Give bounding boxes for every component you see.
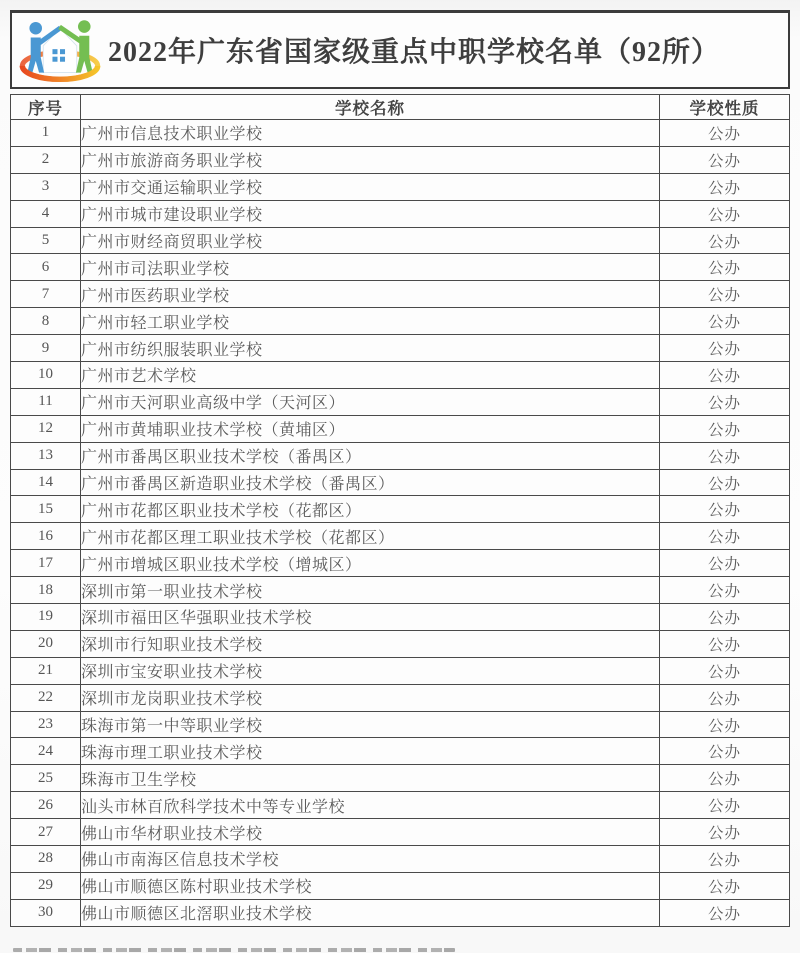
school-type-cell: 公办 [660, 899, 790, 926]
school-name-cell: 广州市番禺区职业技术学校（番禺区） [81, 442, 660, 469]
school-name-cell: 深圳市行知职业技术学校 [81, 630, 660, 657]
col-header-type: 学校性质 [660, 95, 790, 120]
school-type-cell: 公办 [660, 120, 790, 147]
table-row [11, 173, 790, 200]
school-type-cell: 公办 [660, 792, 790, 819]
school-type-cell: 公办 [660, 738, 790, 765]
school-name-cell: 广州市花都区职业技术学校（花都区） [81, 496, 660, 523]
school-name-cell: 佛山市顺德区北滘职业技术学校 [81, 899, 660, 926]
row-index-cell: 10 [11, 362, 81, 389]
table-row [11, 899, 790, 926]
table-row [11, 281, 790, 308]
table-row [11, 146, 790, 173]
row-index-cell: 22 [11, 684, 81, 711]
table-row [11, 308, 790, 335]
school-name-cell: 广州市旅游商务职业学校 [81, 146, 660, 173]
row-index-cell: 15 [11, 496, 81, 523]
school-name-cell: 广州市纺织服装职业学校 [81, 335, 660, 362]
school-type-cell: 公办 [660, 146, 790, 173]
row-index-cell: 13 [11, 442, 81, 469]
table-row [11, 362, 790, 389]
page-title: 2022年广东省国家级重点中职学校名单（92所） [108, 37, 721, 68]
school-name-cell: 广州市番禺区新造职业技术学校（番禺区） [81, 469, 660, 496]
school-name-cell: 广州市花都区理工职业技术学校（花都区） [81, 523, 660, 550]
school-type-cell: 公办 [660, 254, 790, 281]
table-row [11, 496, 790, 523]
col-header-index: 序号 [11, 95, 81, 120]
table-row [11, 442, 790, 469]
table-row [11, 657, 790, 684]
row-index-cell: 16 [11, 523, 81, 550]
school-name-cell: 广州市黄埔职业技术学校（黄埔区） [81, 415, 660, 442]
row-index-cell: 3 [11, 173, 81, 200]
table-row [11, 819, 790, 846]
row-index-cell: 7 [11, 281, 81, 308]
school-type-cell: 公办 [660, 200, 790, 227]
school-type-cell: 公办 [660, 173, 790, 200]
school-name-cell: 广州市信息技术职业学校 [81, 120, 660, 147]
row-index-cell: 12 [11, 415, 81, 442]
table-row [11, 523, 790, 550]
table-row [11, 792, 790, 819]
school-type-cell: 公办 [660, 415, 790, 442]
table-body [11, 120, 790, 927]
school-type-cell: 公办 [660, 872, 790, 899]
row-index-cell: 17 [11, 550, 81, 577]
school-type-cell: 公办 [660, 630, 790, 657]
table-row [11, 630, 790, 657]
school-type-cell: 公办 [660, 308, 790, 335]
table-row [11, 846, 790, 873]
school-type-cell: 公办 [660, 335, 790, 362]
table-row [11, 872, 790, 899]
row-index-cell: 6 [11, 254, 81, 281]
row-index-cell: 29 [11, 872, 81, 899]
school-type-cell: 公办 [660, 846, 790, 873]
school-name-cell: 汕头市林百欣科学技术中等专业学校 [81, 792, 660, 819]
row-index-cell: 2 [11, 146, 81, 173]
row-index-cell: 8 [11, 308, 81, 335]
table-row [11, 738, 790, 765]
school-type-cell: 公办 [660, 657, 790, 684]
school-name-cell: 深圳市福田区华强职业技术学校 [81, 604, 660, 631]
school-name-cell: 广州市医药职业学校 [81, 281, 660, 308]
school-name-cell: 珠海市理工职业技术学校 [81, 738, 660, 765]
school-type-cell: 公办 [660, 523, 790, 550]
title-banner [10, 10, 790, 89]
school-type-cell: 公办 [660, 684, 790, 711]
school-type-cell: 公办 [660, 604, 790, 631]
school-type-cell: 公办 [660, 281, 790, 308]
row-index-cell: 30 [11, 899, 81, 926]
school-name-cell: 广州市天河职业高级中学（天河区） [81, 388, 660, 415]
table-row [11, 200, 790, 227]
school-name-cell: 深圳市宝安职业技术学校 [81, 657, 660, 684]
school-type-cell: 公办 [660, 711, 790, 738]
table-row [11, 120, 790, 147]
table-row [11, 684, 790, 711]
school-type-cell: 公办 [660, 819, 790, 846]
row-index-cell: 1 [11, 120, 81, 147]
row-index-cell: 18 [11, 577, 81, 604]
col-header-name: 学校名称 [81, 95, 660, 120]
school-name-cell: 佛山市南海区信息技术学校 [81, 846, 660, 873]
table-row [11, 550, 790, 577]
school-type-cell: 公办 [660, 469, 790, 496]
school-type-cell: 公办 [660, 496, 790, 523]
school-name-cell: 广州市交通运输职业学校 [81, 173, 660, 200]
table-row [11, 604, 790, 631]
school-name-cell: 广州市轻工职业学校 [81, 308, 660, 335]
school-type-cell: 公办 [660, 550, 790, 577]
school-name-cell: 珠海市卫生学校 [81, 765, 660, 792]
row-index-cell: 24 [11, 738, 81, 765]
school-name-cell: 广州市增城区职业技术学校（增城区） [81, 550, 660, 577]
school-type-cell: 公办 [660, 227, 790, 254]
school-type-cell: 公办 [660, 577, 790, 604]
table-row [11, 388, 790, 415]
school-name-cell: 广州市司法职业学校 [81, 254, 660, 281]
school-name-cell: 深圳市第一职业技术学校 [81, 577, 660, 604]
header-row [11, 95, 790, 120]
row-index-cell: 28 [11, 846, 81, 873]
table-row [11, 577, 790, 604]
school-name-cell: 佛山市顺德区陈村职业技术学校 [81, 872, 660, 899]
table-row [11, 335, 790, 362]
table-row [11, 254, 790, 281]
school-type-cell: 公办 [660, 388, 790, 415]
row-index-cell: 4 [11, 200, 81, 227]
row-index-cell: 19 [11, 604, 81, 631]
cropped-caption-remnant [13, 948, 455, 952]
school-name-cell: 广州市城市建设职业学校 [81, 200, 660, 227]
community-house-logo [12, 13, 108, 87]
school-name-cell: 珠海市第一中等职业学校 [81, 711, 660, 738]
logo-icon [16, 14, 104, 86]
school-name-cell: 广州市财经商贸职业学校 [81, 227, 660, 254]
school-type-cell: 公办 [660, 362, 790, 389]
school-name-cell: 深圳市龙岗职业技术学校 [81, 684, 660, 711]
table-row [11, 469, 790, 496]
row-index-cell: 23 [11, 711, 81, 738]
table-row [11, 227, 790, 254]
school-name-cell: 佛山市华材职业技术学校 [81, 819, 660, 846]
table-row [11, 765, 790, 792]
row-index-cell: 26 [11, 792, 81, 819]
row-index-cell: 11 [11, 388, 81, 415]
row-index-cell: 9 [11, 335, 81, 362]
row-index-cell: 21 [11, 657, 81, 684]
school-type-cell: 公办 [660, 765, 790, 792]
table-row [11, 415, 790, 442]
row-index-cell: 27 [11, 819, 81, 846]
row-index-cell: 20 [11, 630, 81, 657]
row-index-cell: 5 [11, 227, 81, 254]
school-name-cell: 广州市艺术学校 [81, 362, 660, 389]
school-type-cell: 公办 [660, 442, 790, 469]
row-index-cell: 25 [11, 765, 81, 792]
row-index-cell: 14 [11, 469, 81, 496]
table-row [11, 711, 790, 738]
schools-table [10, 94, 790, 927]
